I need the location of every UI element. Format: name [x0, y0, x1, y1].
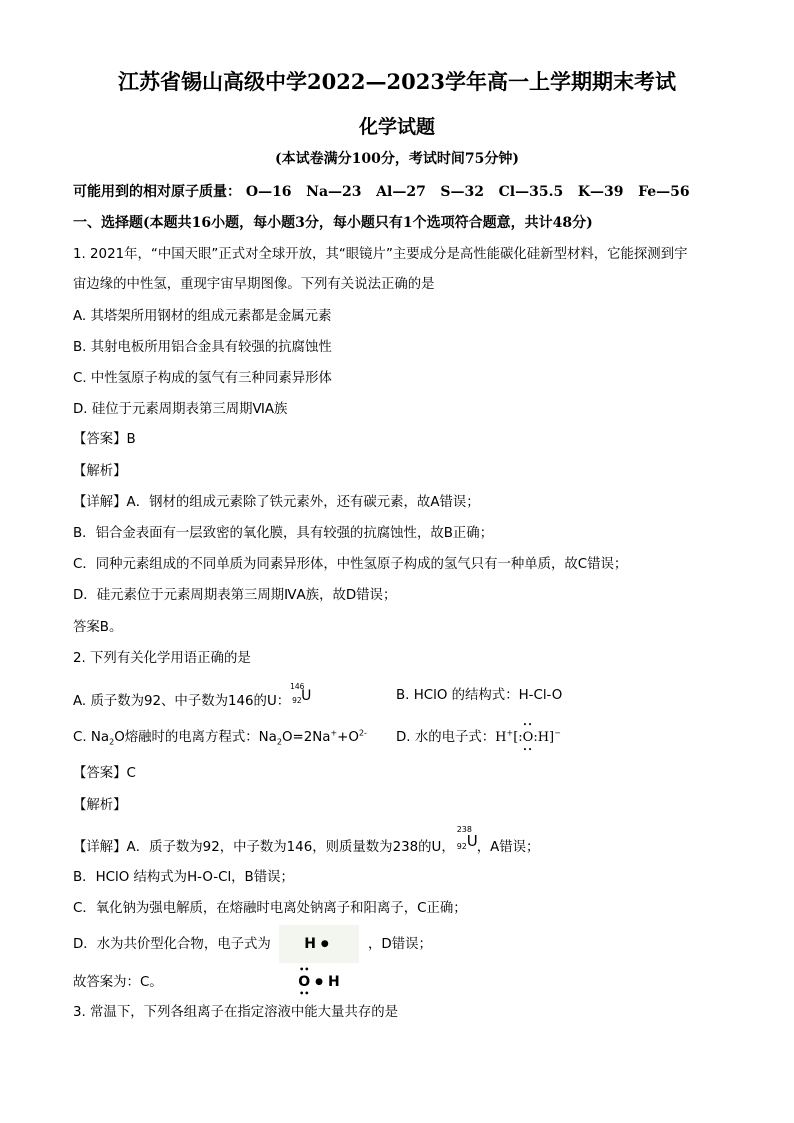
- q1-option-a: A. 其塔架所用钢材的组成元素都是金属元素: [73, 309, 332, 324]
- q1-option-c: C. 中性氢原子构成的氢气有三种同素异形体: [73, 371, 332, 386]
- superscript: −: [554, 728, 561, 738]
- q2-detail-c: C．氧化钠为强电解质，在熔融时电离处钠离子和阳离子，C正确；: [73, 901, 467, 916]
- q2-option-d-text: D. 水的电子式：: [396, 730, 496, 745]
- q1-detail-4: D．硅元素位于元素周期表第三周期ⅣA族，故D错误；: [73, 588, 397, 603]
- subscript: 2: [109, 737, 115, 747]
- formula-part: :H]: [533, 730, 555, 745]
- formula-o-symbol: O: [298, 974, 311, 990]
- q2-detail-a-end: ，A错误；: [476, 840, 540, 855]
- q2-option-c-part: C. Na: [73, 730, 110, 745]
- superscript: +: [330, 728, 338, 738]
- superscript: 2-: [358, 728, 367, 738]
- q2-detail-d-text: D．水为共价型化合物，电子式为: [73, 937, 271, 952]
- formula-o: [298, 963, 310, 1001]
- q2-option-d: [396, 721, 561, 754]
- q2-detail-b: B．HClO 结构式为H-O-Cl，B错误；: [73, 870, 294, 885]
- water-electron-formula: [495, 721, 561, 754]
- atomic-masses-label: 可能用到的相对原子质量：: [73, 184, 241, 200]
- q2-option-c-part: O=2Na: [281, 730, 331, 745]
- q2-answer: 【答案】C: [73, 766, 136, 781]
- q1-stem-line1: 1. 2021年，“中国天眼”正式对全球开放，其“眼镜片”主要成分是高性能碳化硅新型材料，它能探测到宇: [73, 247, 688, 262]
- exam-title: 江苏省锡山高级中学2022—2023学年高一上学期期末考试: [118, 69, 676, 94]
- uranium-nuclide: [290, 682, 312, 705]
- atomic-masses-values: O—16 Na—23 Al—27 S—32 Cl—35.5 K—39 Fe—56: [245, 184, 690, 200]
- nuclide-atomic-number: 92: [292, 696, 302, 705]
- q2-option-c-part: O熔融时的电离方程式：Na: [114, 730, 277, 745]
- oxygen-with-electrons: [522, 721, 534, 754]
- q2-option-b: B. HClO 的结构式：H-Cl-O: [396, 688, 563, 703]
- electron-pair: ●: [315, 977, 324, 987]
- q1-analysis-label: 【解析】: [73, 464, 127, 479]
- uranium-238-nuclide: [455, 825, 478, 851]
- electron-dots-top: ••: [522, 721, 534, 729]
- nuclide-symbol: U: [466, 832, 478, 850]
- q2-option-a: [73, 682, 312, 711]
- formula-h: H: [328, 974, 340, 990]
- q2-option-c-part: +O: [337, 730, 359, 745]
- q1-detail-1: 【详解】A．钢材的组成元素除了铁元素外，还有碳元素，故A错误；: [73, 495, 480, 510]
- exam-note: (本试卷满分100分，考试时间75分钟): [275, 151, 519, 167]
- formula-part: [:: [513, 730, 523, 745]
- nuclide-atomic-number: 92: [456, 842, 467, 851]
- formula-part: O: [522, 730, 534, 745]
- atomic-masses: [73, 183, 690, 201]
- q1-detail-2: B．铝合金表面有一层致密的氧化膜，具有较强的抗腐蚀性，故B正确；: [73, 526, 494, 541]
- superscript: +: [506, 728, 514, 738]
- nuclide-mass-number: 238: [456, 825, 472, 834]
- electron-dots-top: ••: [299, 965, 310, 974]
- exam-subtitle: 化学试题: [358, 116, 435, 138]
- formula-part: H: [495, 730, 507, 745]
- electron-dots-bottom: ••: [522, 746, 534, 754]
- q2-detail-a-text: 【详解】A．质子数为92，中子数为146，则质量数为238的U，: [73, 840, 455, 855]
- nuclide-symbol: U: [301, 688, 312, 704]
- q2-conclusion: 故答案为：C。: [73, 975, 163, 990]
- electron-dots-bottom: ••: [299, 989, 310, 998]
- q1-option-d: D. 硅位于元素周期表第三周期ⅥA族: [73, 402, 288, 417]
- q2-detail-a: [73, 825, 540, 857]
- q1-answer: 【答案】B: [73, 432, 136, 447]
- electron-pair: ●: [320, 939, 329, 949]
- q3-stem: 3. 常温下，下列各组离子在指定溶液中能大量共存的是: [73, 1005, 399, 1020]
- q1-option-b: B. 其射电板所用铝合金具有较强的抗腐蚀性: [73, 340, 332, 355]
- q1-conclusion: 答案B。: [73, 620, 123, 635]
- section-heading: 一、选择题(本题共16小题，每小题3分，每小题只有1个选项符合题意，共计48分): [73, 215, 593, 231]
- subscript: 2: [276, 737, 282, 747]
- q2-stem: 2. 下列有关化学用语正确的是: [73, 651, 251, 666]
- q2-analysis-label: 【解析】: [73, 798, 127, 813]
- q2-option-a-text: A. 质子数为92、中子数为146的U：: [73, 694, 291, 709]
- water-electron-formula-image: [279, 925, 359, 998]
- formula-h: H: [304, 936, 316, 952]
- nuclide-mass-number: 146: [290, 682, 305, 691]
- q1-stem-line2: 宙边缘的中性氢，重现宇宙早期图像。下列有关说法正确的是: [73, 277, 435, 292]
- q1-detail-3: C．同种元素组成的不同单质为同素异形体，中性氢原子构成的氢气只有一种单质，故C错误；: [73, 557, 628, 572]
- q2-detail-d-end: ，D错误；: [368, 937, 432, 952]
- q2-option-c: [73, 729, 367, 747]
